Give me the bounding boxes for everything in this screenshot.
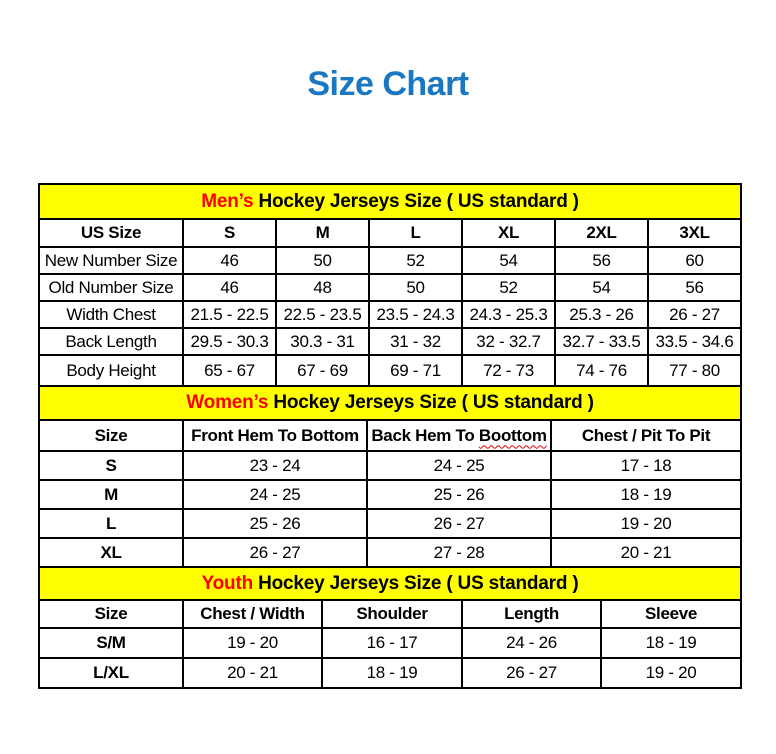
womens-table-row — [39, 538, 741, 567]
womens-table-row — [39, 509, 741, 538]
womens-section-banner — [39, 386, 741, 420]
womens-cell: 20 - 21 — [551, 538, 741, 567]
size-chart-page — [0, 62, 776, 754]
mens-cell: 26 - 27 — [648, 301, 741, 328]
womens-cell: 23 - 24 — [183, 451, 367, 480]
mens-header-row — [39, 219, 741, 247]
youth-cell: 16 - 17 — [322, 628, 462, 658]
youth-banner-text: Hockey Jerseys Size ( US standard ) — [253, 572, 579, 594]
mens-cell: 48 — [276, 274, 369, 301]
youth-table-row — [39, 628, 741, 658]
mens-cell: 46 — [183, 274, 276, 301]
mens-column-header: 3XL — [648, 219, 741, 247]
youth-column-header: Size — [39, 600, 183, 628]
youth-cell: 18 - 19 — [601, 628, 741, 658]
womens-row-label: S — [39, 451, 183, 480]
mens-table-row — [39, 328, 741, 355]
womens-banner-text: Hockey Jerseys Size ( US standard ) — [268, 392, 594, 413]
mens-size-table — [38, 183, 742, 387]
mens-cell: 33.5 - 34.6 — [648, 328, 741, 355]
womens-cell: 27 - 28 — [367, 538, 551, 567]
womens-row-label: XL — [39, 538, 183, 567]
mens-cell: 54 — [555, 274, 648, 301]
youth-column-header: Shoulder — [322, 600, 462, 628]
mens-table-row — [39, 301, 741, 328]
womens-banner-row — [39, 386, 741, 420]
womens-cell: 26 - 27 — [367, 509, 551, 538]
youth-banner-row — [39, 567, 741, 600]
womens-cell: 19 - 20 — [551, 509, 741, 538]
mens-cell: 22.5 - 23.5 — [276, 301, 369, 328]
mens-row-label: Old Number Size — [39, 274, 183, 301]
mens-cell: 50 — [369, 274, 462, 301]
youth-cell: 26 - 27 — [462, 658, 601, 688]
mens-cell: 74 - 76 — [555, 355, 648, 386]
womens-header-row — [39, 420, 741, 451]
mens-cell: 21.5 - 22.5 — [183, 301, 276, 328]
mens-cell: 65 - 67 — [183, 355, 276, 386]
youth-table-row — [39, 658, 741, 688]
youth-row-label: S/M — [39, 628, 183, 658]
womens-cell: 17 - 18 — [551, 451, 741, 480]
mens-cell: 23.5 - 24.3 — [369, 301, 462, 328]
youth-column-header: Chest / Width — [183, 600, 322, 628]
mens-cell: 32.7 - 33.5 — [555, 328, 648, 355]
womens-row-label: M — [39, 480, 183, 509]
womens-cell: 26 - 27 — [183, 538, 367, 567]
mens-column-header: 2XL — [555, 219, 648, 247]
mens-cell: 52 — [462, 274, 555, 301]
youth-column-header: Sleeve — [601, 600, 741, 628]
youth-cell: 18 - 19 — [322, 658, 462, 688]
youth-cell: 19 - 20 — [183, 628, 322, 658]
youth-size-table — [38, 566, 742, 689]
mens-column-header: M — [276, 219, 369, 247]
womens-column-header: Back Hem To Boottom — [367, 420, 551, 451]
mens-cell: 24.3 - 25.3 — [462, 301, 555, 328]
mens-section-banner — [39, 184, 741, 219]
mens-cell: 56 — [555, 247, 648, 274]
mens-cell: 60 — [648, 247, 741, 274]
mens-column-header: S — [183, 219, 276, 247]
womens-cell: 24 - 25 — [183, 480, 367, 509]
mens-cell: 50 — [276, 247, 369, 274]
mens-banner-text: Hockey Jerseys Size ( US standard ) — [253, 190, 579, 212]
womens-size-table — [38, 385, 742, 568]
womens-cell: 25 - 26 — [367, 480, 551, 509]
youth-header-row — [39, 600, 741, 628]
mens-column-header: L — [369, 219, 462, 247]
mens-banner-row — [39, 184, 741, 219]
size-chart — [38, 183, 740, 689]
misspelled-word: Boottom — [478, 425, 547, 445]
womens-column-header: Chest / Pit To Pit — [551, 420, 741, 451]
mens-table-row — [39, 247, 741, 274]
womens-cell: 24 - 25 — [367, 451, 551, 480]
mens-cell: 25.3 - 26 — [555, 301, 648, 328]
womens-cell: 25 - 26 — [183, 509, 367, 538]
mens-cell: 31 - 32 — [369, 328, 462, 355]
womens-banner-highlight: Women’s — [186, 392, 269, 413]
mens-row-label: Body Height — [39, 355, 183, 386]
mens-cell: 54 — [462, 247, 555, 274]
youth-row-label: L/XL — [39, 658, 183, 688]
mens-cell: 77 - 80 — [648, 355, 741, 386]
youth-cell: 24 - 26 — [462, 628, 601, 658]
mens-cell: 52 — [369, 247, 462, 274]
mens-cell: 29.5 - 30.3 — [183, 328, 276, 355]
mens-cell: 56 — [648, 274, 741, 301]
mens-row-label: New Number Size — [39, 247, 183, 274]
mens-table-row — [39, 355, 741, 386]
mens-column-header: XL — [462, 219, 555, 247]
youth-cell: 20 - 21 — [183, 658, 322, 688]
youth-section-banner — [39, 567, 741, 600]
womens-column-header: Size — [39, 420, 183, 451]
youth-cell: 19 - 20 — [601, 658, 741, 688]
mens-table-row — [39, 274, 741, 301]
womens-cell: 18 - 19 — [551, 480, 741, 509]
mens-cell: 32 - 32.7 — [462, 328, 555, 355]
womens-column-header: Front Hem To Bottom — [183, 420, 367, 451]
youth-banner-highlight: Youth — [201, 572, 254, 594]
mens-row-label: Back Length — [39, 328, 183, 355]
mens-column-header: US Size — [39, 219, 183, 247]
page-title: Size Chart — [307, 65, 469, 103]
womens-table-row — [39, 480, 741, 509]
womens-table-row — [39, 451, 741, 480]
mens-cell: 30.3 - 31 — [276, 328, 369, 355]
mens-cell: 67 - 69 — [276, 355, 369, 386]
mens-banner-highlight: Men’s — [201, 190, 254, 212]
youth-column-header: Length — [462, 600, 601, 628]
womens-row-label: L — [39, 509, 183, 538]
mens-cell: 69 - 71 — [369, 355, 462, 386]
mens-cell: 72 - 73 — [462, 355, 555, 386]
mens-cell: 46 — [183, 247, 276, 274]
mens-row-label: Width Chest — [39, 301, 183, 328]
